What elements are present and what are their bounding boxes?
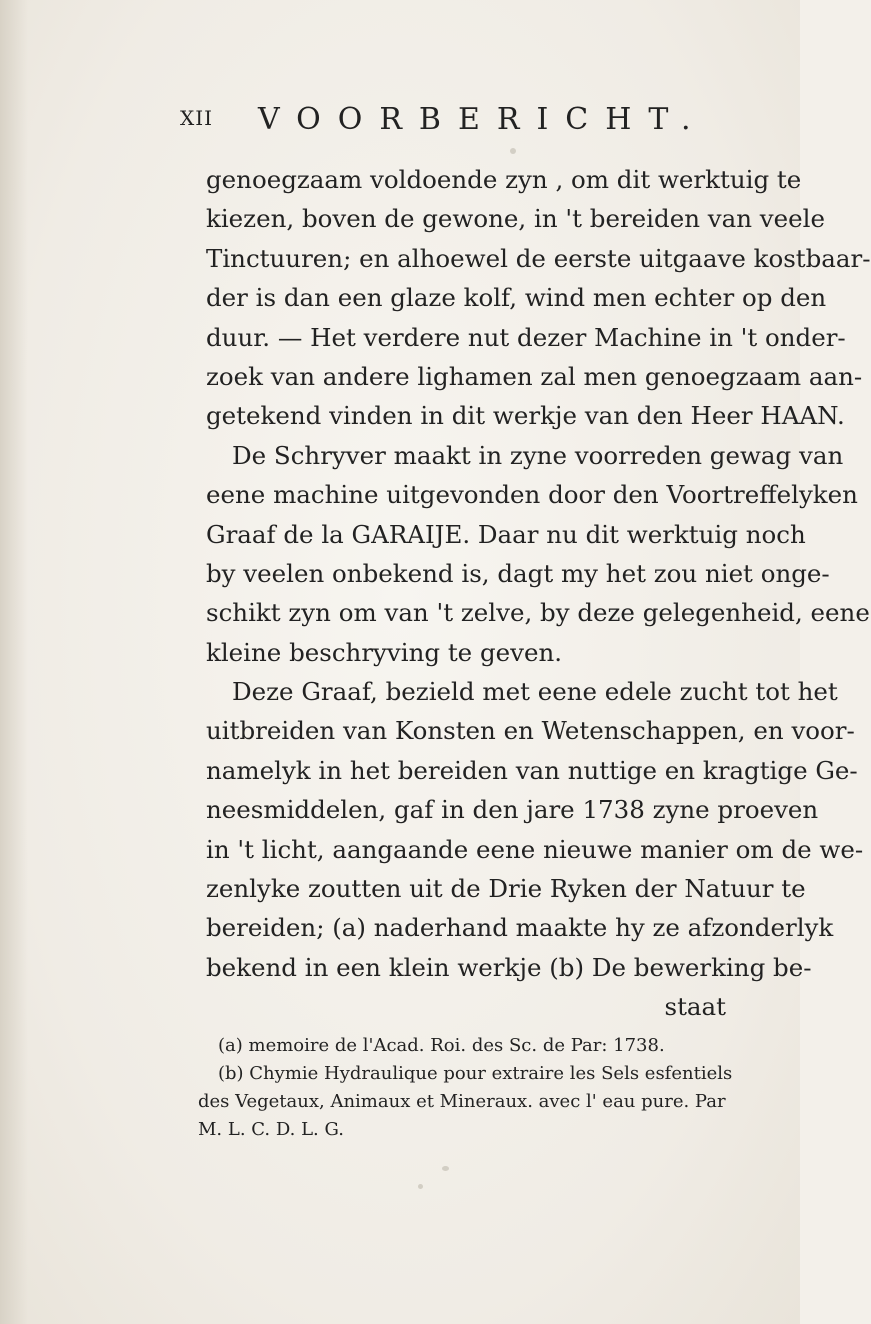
page-number: XII <box>180 106 214 130</box>
text-line: in 't licht, aangaande eene nieuwe manier om de we- <box>206 834 864 864</box>
text-line: uitbreiden van Konsten en Wetenschappen, en voor- <box>206 716 855 746</box>
text-line: genoegzaam voldoende zyn , om dit werktuig te <box>206 165 802 194</box>
text-line: kiezen, boven de gewone, in 't bereiden van veele <box>206 204 825 234</box>
text-line: bereiden; (a) naderhand maakte hy ze afzonderlyk <box>206 913 834 943</box>
text-line: schikt zyn om van 't zelve, by deze gelegenheid, eene <box>206 598 870 628</box>
text-line: duur. — Het verdere nut dezer Machine in 't onder- <box>206 322 846 352</box>
text-line: getekend vinden in dit werkje van den Heer HAAN. <box>206 401 845 431</box>
text-line: eene machine uitgevonden door den Voortreffelyken <box>206 480 858 510</box>
text-line: Tinctuuren; en alhoewel de eerste uitgaave kostbaar- <box>206 243 871 273</box>
text-line: Graaf de la GARAIJE. Daar nu dit werktuig noch <box>206 519 806 549</box>
text-line: zoek van andere lighamen zal men genoegzaam aan- <box>206 361 863 391</box>
paper-speck <box>442 1166 449 1171</box>
text-line: Deze Graaf, bezield met eene edele zucht tot het <box>232 677 838 707</box>
body-text <box>206 160 871 1027</box>
paper-speck <box>510 148 516 154</box>
text-line: by veelen onbekend is, dagt my het zou niet onge- <box>206 558 830 588</box>
paper-speck <box>418 1184 423 1189</box>
text-line: bekend in een klein werkje (b) De bewerking be- <box>206 952 812 982</box>
footnote-b: (b) Chymie Hydraulique pour extraire les Sels esfentiels <box>218 1063 733 1084</box>
text-line: kleine beschryving te geven. <box>206 637 563 667</box>
running-head: VOORBERICHT. <box>258 102 708 137</box>
footnotes <box>198 1032 758 1144</box>
text-line: neesmiddelen, gaf in den jare 1738 zyne proeven <box>206 795 819 825</box>
footnote-b-continued: des Vegetaux, Animaux et Mineraux. avec l' eau pure. Par <box>198 1091 726 1112</box>
text-line: De Schryver maakt in zyne voorreden gewag van <box>232 440 844 470</box>
text-line: namelyk in het bereiden van nuttige en kragtige Ge- <box>206 755 858 785</box>
text-line: zenlyke zoutten uit de Drie Ryken der Natuur te <box>206 874 806 904</box>
footnote-b-author: M. L. C. D. L. G. <box>198 1119 344 1140</box>
catchword: staat <box>664 992 726 1022</box>
page-gutter-shadow <box>0 0 28 1324</box>
footnote-a: (a) memoire de l'Acad. Roi. des Sc. de Par: 1738. <box>218 1035 665 1056</box>
page-header <box>180 102 708 142</box>
text-line: der is dan een glaze kolf, wind men echter op den <box>206 283 827 313</box>
